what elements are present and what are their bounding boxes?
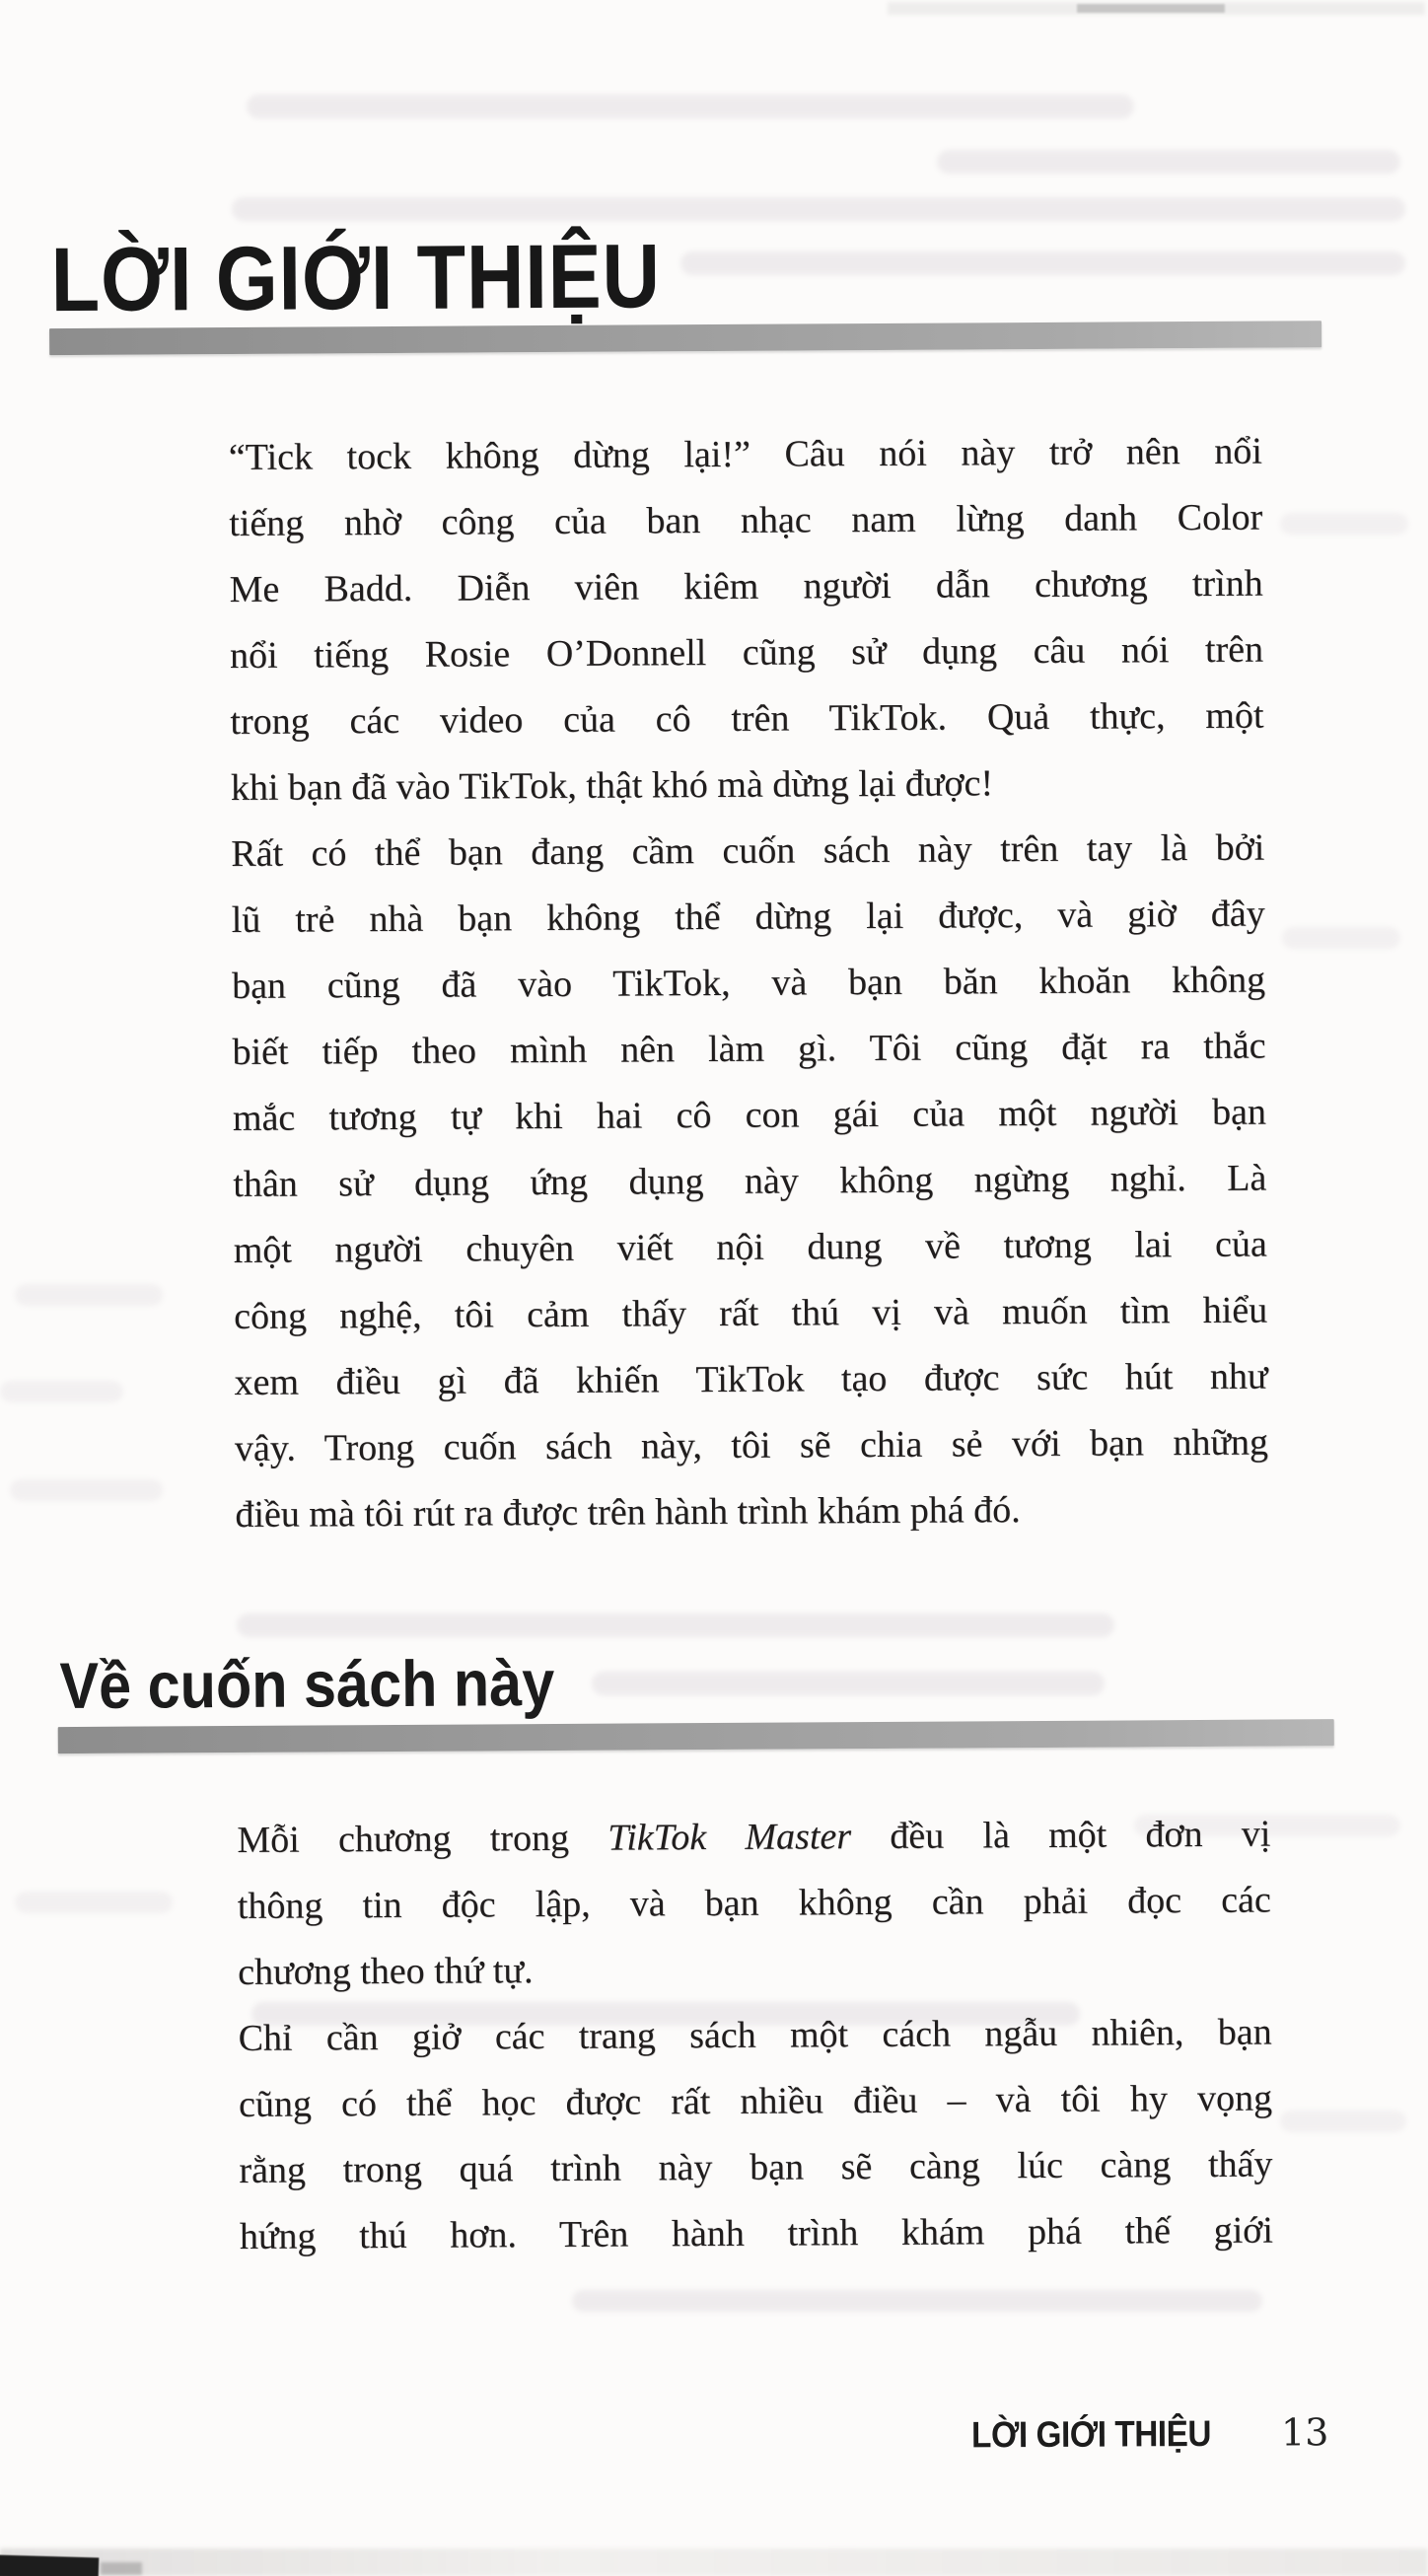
text-line: Chỉ cần giở các trang sách một cách ngẫu nhiên, bạn	[238, 2011, 1272, 2059]
footer-section-label: LỜI GIỚI THIỆU	[970, 2412, 1212, 2456]
page-title: LỜI GIỚI THIỆU	[50, 226, 662, 331]
text-line: chương theo thứ tự.	[238, 1950, 534, 1993]
text-line: nổi tiếng Rosie O’Donnell cũng sử dụng câu nói trên	[229, 628, 1264, 677]
text-line: lũ trẻ nhà bạn không thể dừng lại được, và giờ đây	[231, 893, 1265, 941]
text-line: tiếng nhờ công của ban nhạc nam lừng danh Color	[229, 496, 1263, 544]
text-line: mắc tương tự khi hai cô con gái của một người bạn	[232, 1091, 1267, 1139]
text-line: Me Badd. Diễn viên kiêm người dẫn chương trình	[229, 562, 1263, 610]
text-line: rằng trong quá trình này bạn sẽ càng lúc càng thấy	[239, 2143, 1273, 2191]
text-line: bạn cũng đã vào TikTok, và bạn băn khoăn không	[231, 959, 1266, 1007]
page-number: 13	[1280, 2410, 1329, 2455]
text-line: Rất có thể bạn đang cầm cuốn sách này trên tay là bởi	[231, 826, 1265, 875]
about-text-column	[237, 1802, 1273, 2270]
text-line: khi bạn đã vào TikTok, thật khó mà dừng lại được!	[230, 762, 994, 809]
text-line: vậy. Trong cuốn sách này, tôi sẽ chia sẻ với bạn những	[234, 1421, 1269, 1469]
text-line: cũng có thể học được rất nhiều điều – và tôi hy vọng	[238, 2077, 1273, 2125]
text-line: biết tiếp theo mình nên làm gì. Tôi cũng đặt ra thắc	[232, 1025, 1266, 1073]
text-line: hứng thú hơn. Trên hành trình khám phá thế giới	[239, 2209, 1273, 2257]
running-footer	[971, 2410, 1329, 2456]
text-line: công nghệ, tôi cảm thấy rất thú vị và muốn tìm hiểu	[234, 1289, 1268, 1337]
section-title: Về cuốn sách này	[59, 1645, 555, 1723]
text-line: thân sử dụng ứng dụng này không ngừng nghỉ. Là	[233, 1157, 1267, 1205]
text-line: trong các video của cô trên TikTok. Quả thực, một	[230, 694, 1264, 743]
section-underline-bar	[58, 1719, 1334, 1753]
text-line: Mỗi chương trong TikTok Master đều là một đơn vị	[237, 1813, 1271, 1861]
text-line: “Tick tock không dừng lại!” Câu nói này trở nên nổi	[228, 430, 1262, 478]
intro-text-column	[229, 419, 1269, 1548]
text-line: thông tin độc lập, và bạn không cần phải đọc các	[237, 1879, 1271, 1927]
text-line: một người chuyên viết nội dung về tương lai của	[233, 1223, 1267, 1271]
text-line: xem điều gì đã khiến TikTok tạo được sức hút như	[234, 1355, 1268, 1403]
text-line: điều mà tôi rút ra được trên hành trình khám phá đó.	[235, 1489, 1021, 1536]
